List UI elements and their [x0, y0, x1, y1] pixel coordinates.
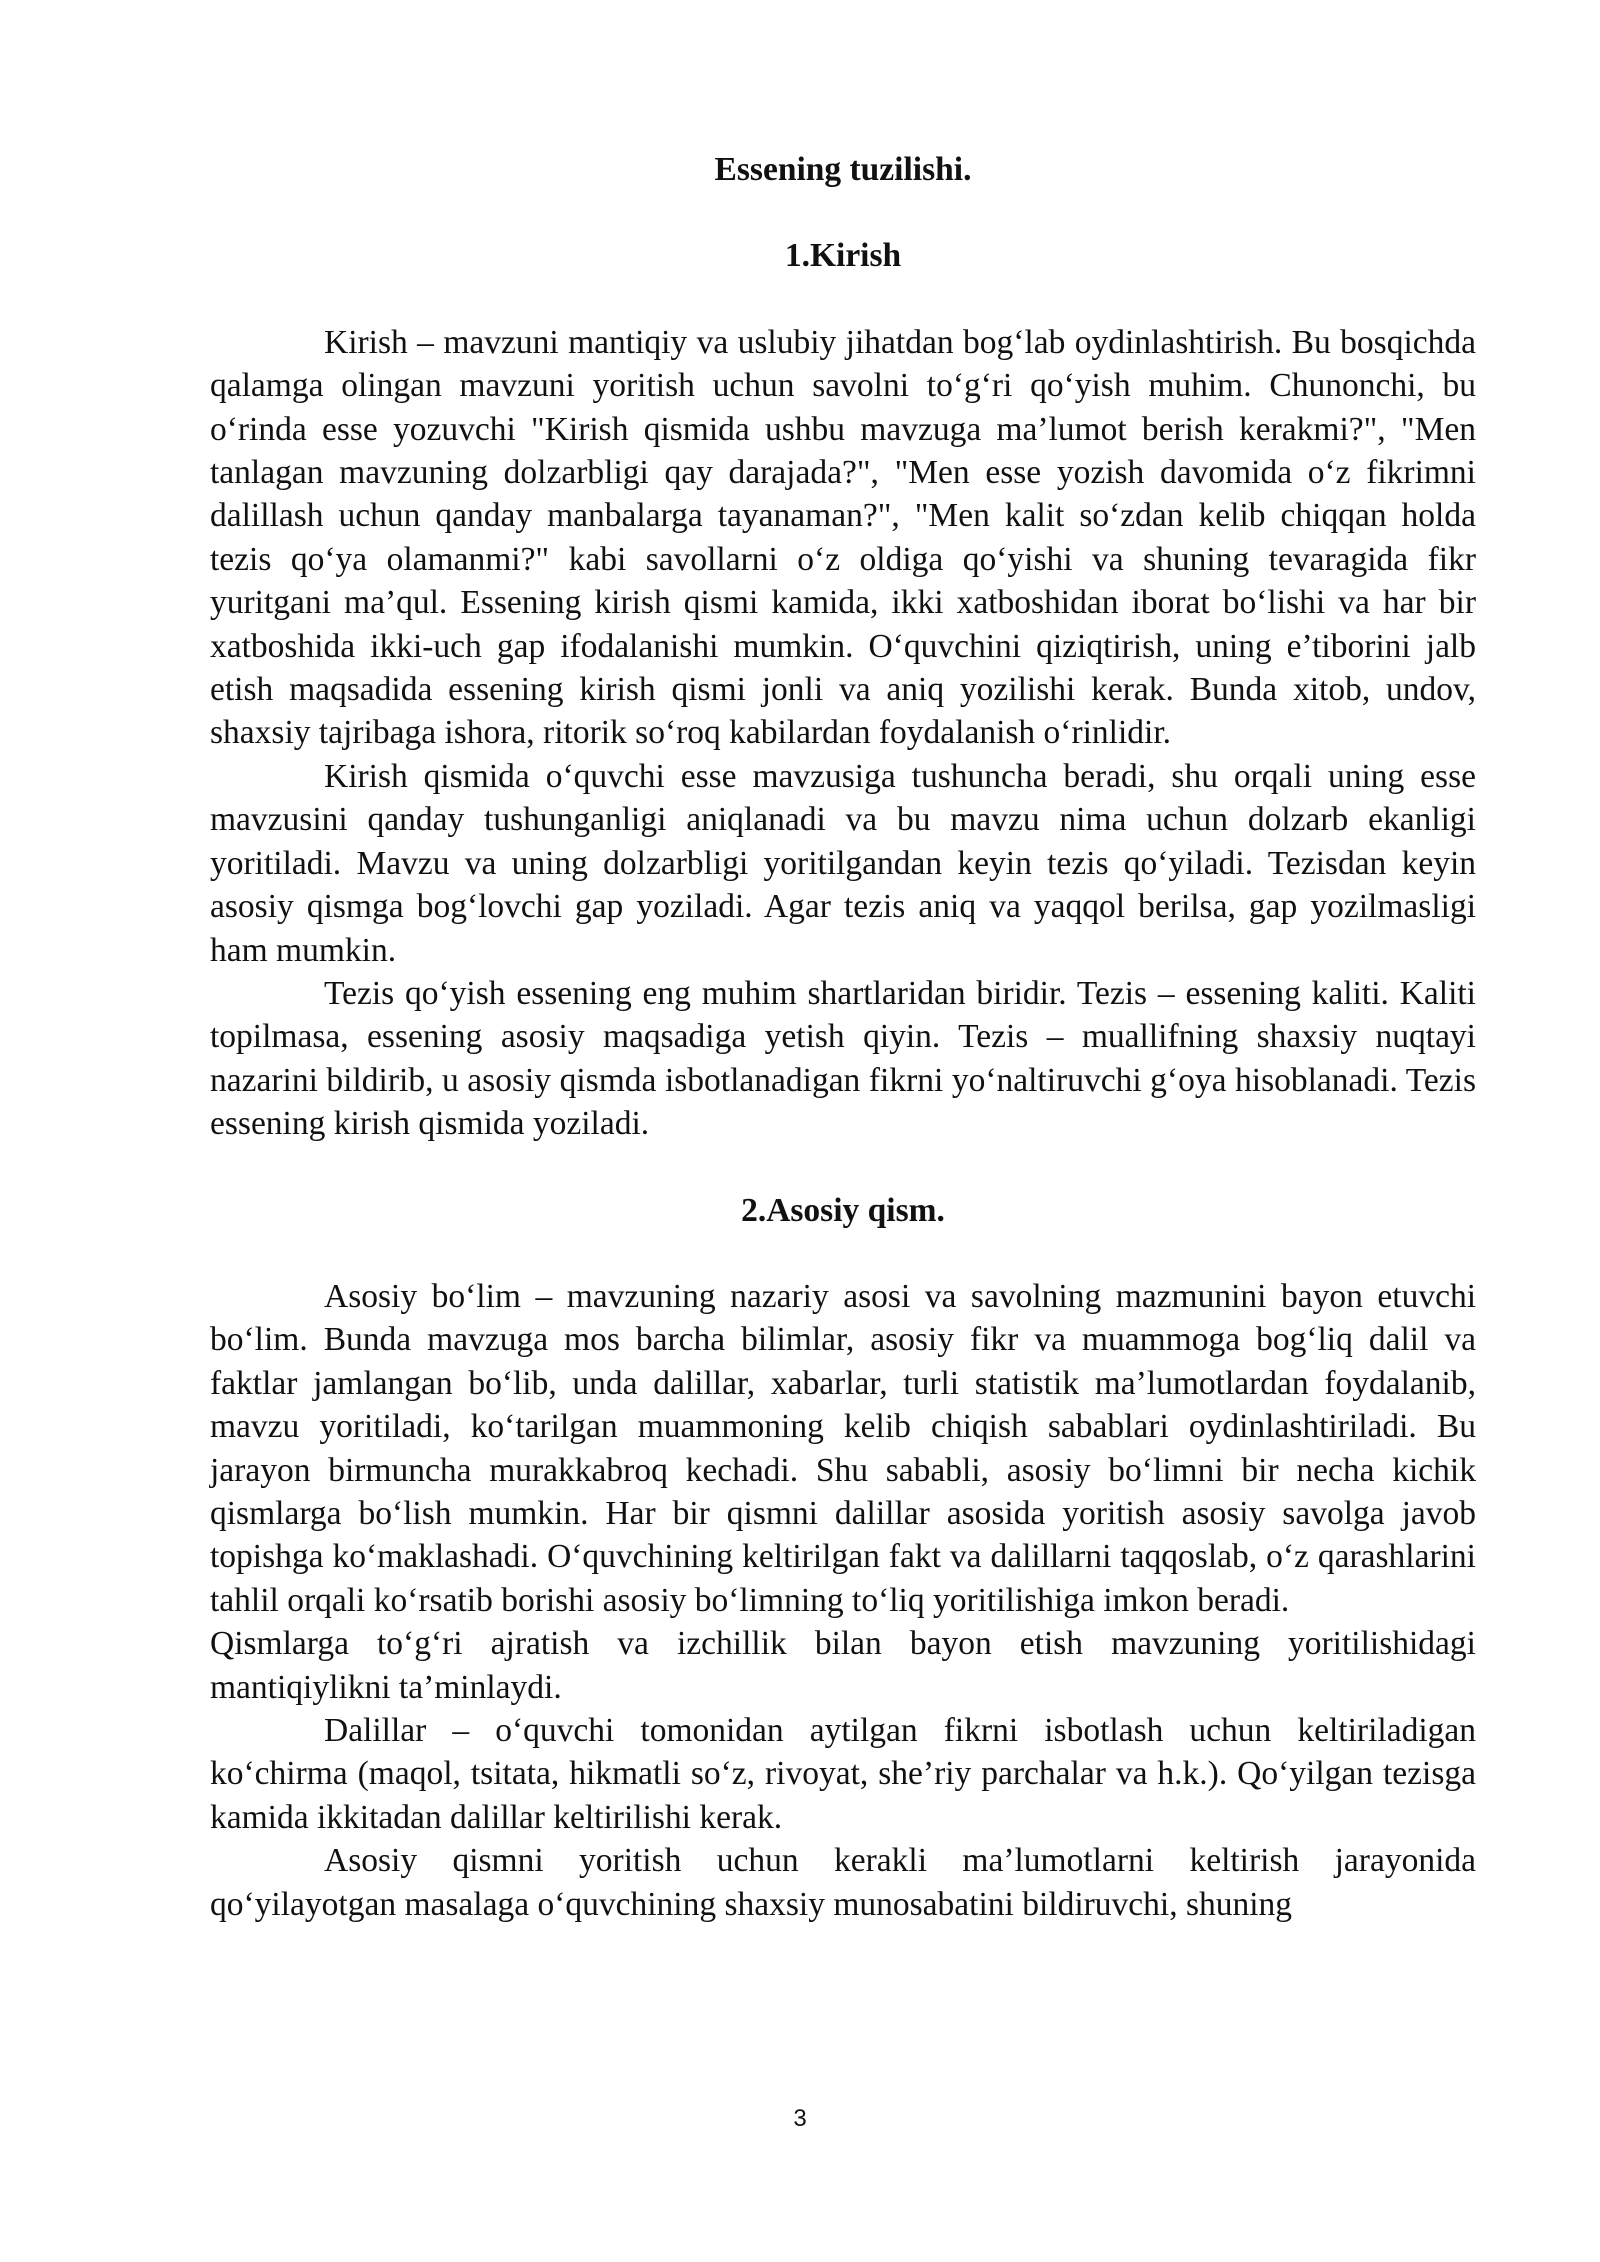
paragraph: Asosiy bo‘lim – mavzuning nazariy asosi va savolning mazmunini bayon etuvchi bo‘lim. Bunda mavzuga mos barcha bilimlar, asosiy fikr va muammoga bog‘liq dalil va faktlar jamlangan bo‘lib, unda dalillar, xabarlar, turli statistik ma’lumotlardan foydalanib, mavzu yoritiladi, ko‘tarilgan muammoning kelib chiqish sabablari oydinlashtiriladi. Bu jarayon birmuncha murakkabroq kechadi. Shu sababli, asosiy bo‘limni bir necha kichik qismlarga bo‘lish mumkin. Har bir qismni dalillar asosida yoritish asosiy savolga javob topishga ko‘maklashadi. O‘quvchining keltirilgan fakt va dalillarni taqqoslab, o‘z qarashlarini tahlil orqali ko‘rsatib borishi asosiy bo‘limning to‘liq yoritilishiga imkon beradi.	[210, 1277, 1476, 1619]
page-number: 3	[793, 2105, 807, 2132]
paragraph: Asosiy qismni yoritish uchun kerakli ma’lumotlarni keltirish jarayonida qo‘yilayotgan masalaga o‘quvchining shaxsiy munosabatini bildiruvchi, shuning	[210, 1842, 1476, 1923]
document-body	[210, 148, 1476, 1926]
paragraph: Kirish qismida o‘quvchi esse mavzusiga tushuncha beradi, shu orqali uning esse mavzusini qanday tushunganligi aniqlanadi va bu mavzu nima uchun dolzarb ekanligi yoritiladi. Mavzu va uning dolzarbligi yoritilgandan keyin tezis qo‘yiladi. Tezisdan keyin asosiy qismga bog‘lovchi gap yoziladi. Agar tezis aniq va yaqqol berilsa, gap yozilmasligi ham mumkin.	[210, 757, 1476, 969]
paragraph: Dalillar – o‘quvchi tomonidan aytilgan fikrni isbotlash uchun keltiriladigan ko‘chirma (maqol, tsitata, hikmatli so‘z, rivoyat, she’riy parchalar va h.k.). Qo‘yilgan tezisga kamida ikkitadan dalillar keltirilishi kerak.	[210, 1712, 1476, 1836]
paragraph: Kirish – mavzuni mantiqiy va uslubiy jihatdan bog‘lab oydinlashtirish. Bu bosqichda qalamga olingan mavzuni yoritish uchun savolni to‘g‘ri qo‘yish muhim. Chunonchi, bu o‘rinda esse yozuvchi "Kirish qismida ushbu mavzuga ma’lumot berish kerakmi?", "Men tanlagan mavzuning dolzarbligi qay darajada?", "Men esse yozish davomida o‘z fikrimni dalillash uchun qanday manbalarga tayanaman?", "Men kalit so‘zdan kelib chiqqan holda tezis qo‘ya olamanmi?" kabi savollarni o‘z oldiga qo‘yishi va shuning tevaragida fikr yuritgani ma’qul. Essening kirish qismi kamida, ikki xatboshidan iborat bo‘lishi va har bir xatboshida ikki-uch gap ifodalanishi mumkin. O‘quvchini qiziqtirish, uning e’tiborini jalb etish maqsadida essening kirish qismi jonli va aniq yozilishi kerak. Bunda xitob, undov, shaxsiy tajribaga ishora, ritorik so‘roq kabilardan foydalanish o‘rinlidir.	[210, 323, 1476, 752]
section-heading-kirish: 1.Kirish	[784, 237, 902, 275]
paragraph: Tezis qo‘yish essening eng muhim shartlaridan biridir. Tezis – essening kaliti. Kaliti topilmasa, essening asosiy maqsadiga yetish qiyin. Tezis – muallifning shaxsiy nuqtayi nazarini bildirib, u asosiy qismda isbotlanadigan fikrni yo‘naltiruvchi g‘oya hisoblanadi. Tezis essening kirish qismida yoziladi.	[210, 974, 1476, 1143]
paragraph: Qismlarga to‘g‘ri ajratish va izchillik bilan bayon etish mavzuning yoritilishidagi mantiqiylikni ta’minlaydi.	[210, 1625, 1476, 1706]
section-heading-asosiy-qism: 2.Asosiy qism.	[741, 1191, 945, 1229]
document-title: Essening tuzilishi.	[714, 151, 972, 188]
